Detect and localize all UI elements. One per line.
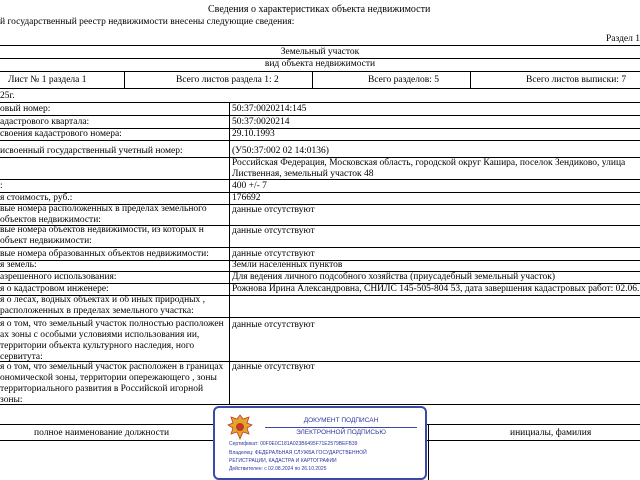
row-land-category-label: я земель:	[0, 260, 37, 270]
row-inner-objects-value: данные отсутствуют	[232, 205, 315, 215]
sheet-number: Лист № 1 раздела 1	[8, 75, 87, 85]
row-special-zone-label: я о том, что земельный участок полностью расположен ах зоны с особыми условиями использования ии, территории объекта культурного наследия, ного сервитута:	[0, 319, 224, 362]
row-formed-objects-value: данные отсутствуют	[232, 249, 315, 259]
stamp-validity: Действителен: с 02.08.2024 по 26.10.2025	[229, 466, 327, 472]
stamp-owner-line2: РЕГИСТРАЦИИ, КАДАСТРА И КАРТОГРАФИИ	[229, 458, 337, 464]
total-sheets-section: Всего листов раздела 1: 2	[176, 75, 279, 85]
row-address-value: Российская Федерация, Московская область, городской округ Кашира, поселок Зендиково, улица Лиственная, земельный участок 48	[232, 158, 626, 179]
stamp-line1: ДОКУМЕНТ ПОДПИСАН	[303, 417, 379, 424]
row-econ-zone-value: данные отсутствуют	[232, 362, 315, 372]
row-cadastral-number-value: 50:37:0020214:145	[232, 104, 307, 114]
row-value-label: я стоимость, руб.:	[0, 193, 73, 203]
stamp-certificate: Сертификат: 00F0E0C181A023B6495F71E2579BEFB39	[229, 441, 358, 447]
row-engineer-label: я о кадастровом инженере:	[0, 284, 109, 294]
row-econ-zone-label: я о том, что земельный участок расположен в границах ономической зоны, территории опережающего , зоны территориального развития в Российской игорной зоны:	[0, 362, 224, 405]
row-permitted-use-label: азрешенного использования:	[0, 272, 117, 282]
stamp-owner-line1: Владелец: ФЕДЕРАЛЬНАЯ СЛУЖБА ГОСУДАРСТВЕННОЙ	[229, 450, 367, 456]
row-inner-objects-label: вые номера расположенных в пределах земельного объектов недвижимости:	[0, 204, 207, 225]
row-forests-label: я о лесах, водных объектах и об иных природных , расположенных в пределах земельного участка:	[0, 295, 206, 316]
object-kind-label: вид объекта недвижимости	[264, 59, 376, 69]
row-area-value: 400 +/- 7	[232, 181, 267, 191]
section-label: Раздел 1	[606, 34, 640, 44]
document-title: Сведения о характеристиках объекта недвижимости	[208, 4, 431, 15]
total-sheets-extract: Всего листов выписки: 7	[526, 75, 627, 85]
row-prior-number-value: (У50:37:002 02 14:0136)	[232, 146, 329, 156]
signature-stamp	[213, 406, 427, 480]
row-origin-objects-value: данные отсутствуют	[232, 226, 315, 236]
row-prior-number-label: исвоенный государственный учетный номер:	[0, 146, 183, 156]
row-assign-date-label: своения кадастрового номера:	[0, 129, 122, 139]
row-formed-objects-label: вые номера образованных объектов недвижимости:	[0, 249, 209, 259]
date-fragment: 25г.	[0, 91, 15, 101]
position-label: полное наименование должности	[34, 428, 170, 438]
row-forests-value: данные отсутствуют	[232, 320, 315, 330]
name-label: инициалы, фамилия	[510, 428, 592, 438]
row-cadastral-number-label: овый номер:	[0, 104, 51, 114]
stamp-line2: ЭЛЕКТРОННОЙ ПОДПИСЬЮ	[296, 429, 386, 436]
row-value-value: 176692	[232, 193, 261, 203]
total-sections: Всего разделов: 5	[368, 75, 440, 85]
row-area-label: :	[0, 181, 3, 191]
document-subtitle: й государственный реестр недвижимости внесены следующие сведения:	[0, 17, 295, 27]
row-origin-objects-label: вые номера объектов недвижимости, из которых н объект недвижимости:	[0, 225, 204, 246]
row-land-category-value: Земли населенных пунктов	[232, 260, 343, 270]
object-type: Земельный участок	[280, 47, 360, 57]
row-quarter-value: 50:37:0020214	[232, 117, 290, 127]
row-quarter-label: адастрового квартала:	[0, 117, 90, 127]
eagle-emblem-icon	[225, 412, 255, 442]
row-assign-date-value: 29.10.1993	[232, 129, 275, 139]
row-permitted-use-value: Для ведения личного подсобного хозяйства (приусадебный земельный участок)	[232, 272, 556, 282]
row-engineer-value: Рожнова Ирина Александровна, СНИЛС 145-505-804 53, дата завершения кадастровых работ: 02.06.	[232, 284, 640, 294]
